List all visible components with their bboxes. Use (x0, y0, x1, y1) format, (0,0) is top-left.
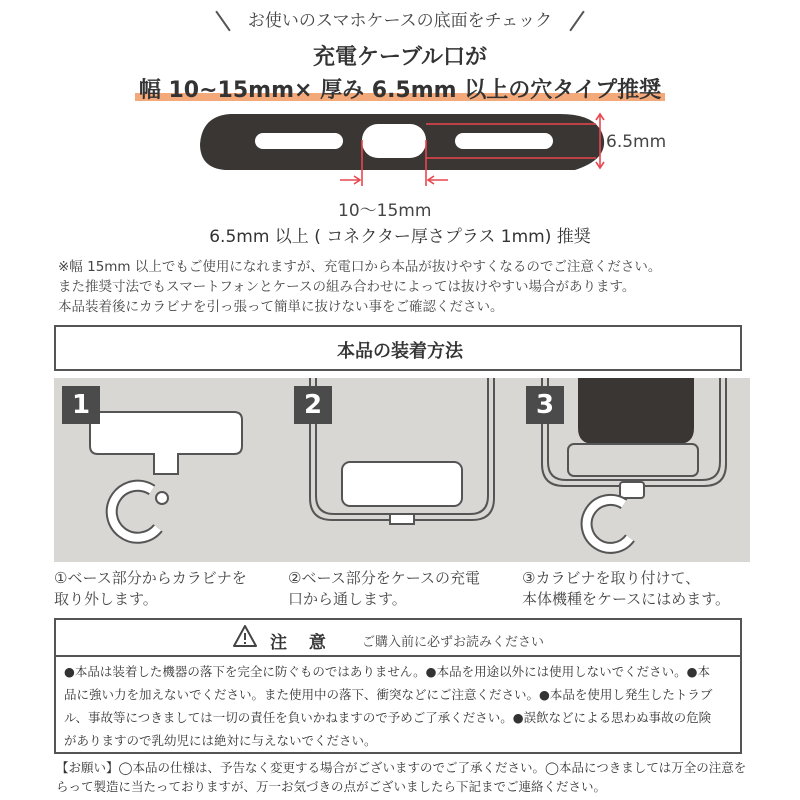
check-header-text: お使いのスマホケースの底面をチェック (247, 11, 553, 31)
footer-notice (56, 758, 776, 796)
step-2-caption-line-2: 口から通します。 (288, 590, 407, 608)
title-line-1: 充電ケーブル口が (312, 45, 488, 70)
step-1-illustration (54, 378, 286, 562)
note-line: 本品装着後にカラビナを引っ張って簡単に抜けない事をご確認ください。 (58, 299, 504, 315)
caution-body (64, 660, 734, 752)
caution-line: 品に強い力を加えないでください。また使用中の落下、衝突などにご注意ください。●本品を使用し発生したトラブ (64, 687, 713, 702)
note-line: ※幅 15mm 以上でもご使用になれますが、充電口から本品が抜けやすくなるのでご注意ください。 (58, 259, 662, 275)
caution-line: ル、事故等につきましては一切の責任を負いかねますので予めご了承ください。●誤飲などによる思わぬ事故の危険 (64, 710, 712, 725)
case-bottom-shape (200, 114, 604, 170)
step-2-caption-line-1: ②ベース部分をケースの充電 (288, 569, 480, 587)
footer-line-2: らって製造に当たっておりますが、万一お気づきの点がございましたら下記までご連絡ください。 (56, 779, 607, 794)
step-3-caption-line-2: 本体機種をケースにはめます。 (522, 590, 731, 608)
charging-port-hole (362, 124, 426, 158)
step-1-caption-line-1: ①ベース部分からカラビナを (54, 569, 247, 587)
step-3-caption-line-1: ③カラビナを取り付けて、 (522, 569, 701, 587)
right-slash-mark (569, 11, 584, 32)
step-3-caption (522, 568, 754, 610)
method-title: 本品の装着方法 (337, 341, 463, 362)
step-1-number: 1 (62, 386, 100, 424)
caution-separator (54, 655, 742, 657)
step-2-number: 2 (294, 386, 332, 424)
left-slash-mark (216, 11, 231, 32)
step-3-number: 3 (526, 386, 564, 424)
check-header (0, 6, 800, 33)
step-2-caption (288, 568, 520, 610)
caution-line: がありますので乳幼児には絶対に与えないでください。 (64, 733, 377, 748)
recommendation-text: 6.5mm 以上 ( コネクター厚さプラス 1mm) 推奨 (209, 227, 591, 247)
caution-line: ●本品は装着した機器の落下を完全に防ぐものではありません。●本品を用途以外には使用しないでください。●本 (64, 664, 710, 679)
caution-title: 注 意 (270, 633, 334, 653)
caution-subtitle: ご購入前に必ずお読みください (362, 635, 545, 650)
step-1-caption (54, 568, 286, 610)
note-line: また推奨寸法でもスマートフォンとケースの組み合わせによっては抜けやすい場合があります。 (58, 279, 636, 295)
title-line-2-text: 幅 10~15mm× 厚み 6.5mm 以上の穴タイプ推奨 (135, 78, 665, 103)
left-slot (255, 133, 343, 149)
thickness-label: 6.5mm (606, 132, 667, 152)
right-slot (455, 133, 553, 149)
width-label: 10〜15mm (338, 201, 432, 221)
notes-block (58, 257, 778, 317)
footer-line-1: 【お願い】◯本品の仕様は、予告なく変更する場合がございますのでご了承ください。◯本品につきましては万全の注意を (56, 760, 747, 775)
warning-icon (232, 624, 258, 648)
step-1-caption-line-2: 取り外します。 (54, 590, 158, 608)
step-3-illustration (518, 378, 750, 562)
step-2-illustration (286, 378, 518, 562)
